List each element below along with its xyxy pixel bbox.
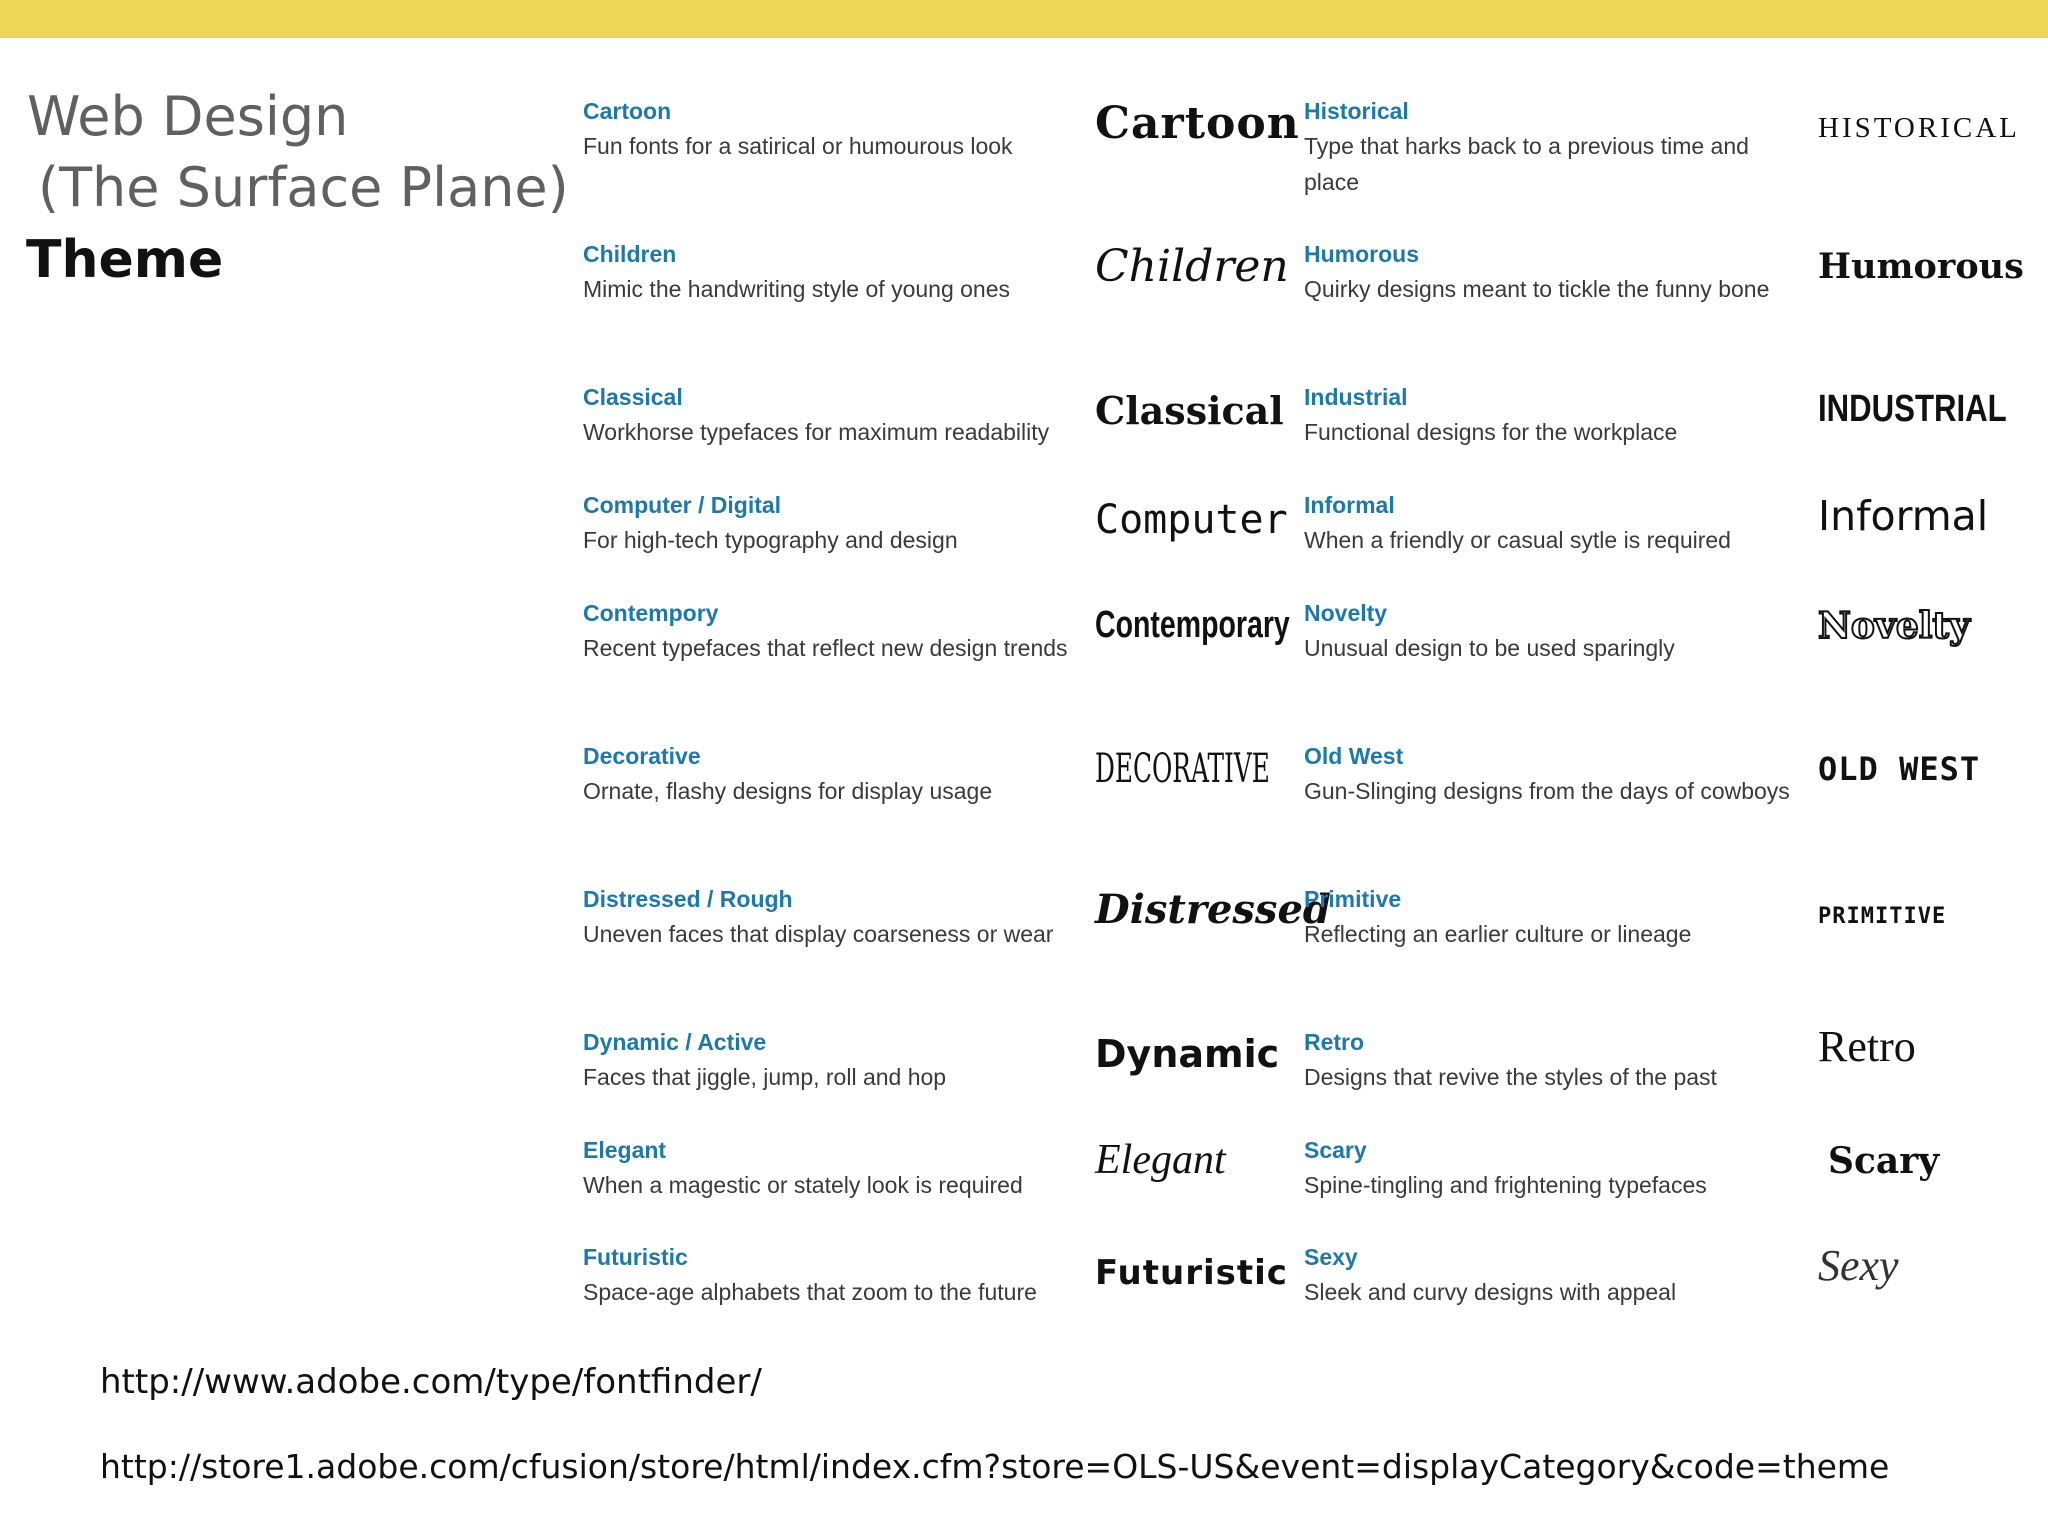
top-accent-bar (0, 0, 2048, 38)
font-sample-informal: Informal (1818, 492, 1989, 540)
font-sample-dynamic: Dynamic (1095, 1032, 1280, 1076)
font-sample-sexy: Sexy (1818, 1241, 1899, 1290)
theme-item-humorous (1304, 237, 1804, 307)
theme-item-contempory (583, 596, 1083, 666)
theme-title: Cartoon (583, 98, 672, 124)
theme-title: Distressed / Rough (583, 886, 793, 912)
theme-title: Informal (1304, 492, 1395, 518)
font-sample-historical: HISTORICAL (1818, 112, 2020, 144)
font-sample-decorative: DECORATIVE (1095, 746, 1270, 792)
theme-title: Sexy (1304, 1244, 1358, 1270)
theme-description: Quirky designs meant to tickle the funny bone (1304, 276, 1770, 302)
theme-item-old-west (1304, 739, 1804, 809)
slide-subtitle: (The Surface Plane) (38, 156, 569, 219)
theme-description: Gun-Slinging designs from the days of cowboys (1304, 778, 1790, 804)
font-sample-cartoon: Cartoon (1095, 98, 1300, 149)
theme-description: Recent typefaces that reflect new design trends (583, 635, 1068, 661)
theme-title: Retro (1304, 1029, 1365, 1055)
theme-description: When a friendly or casual sytle is required (1304, 527, 1731, 553)
theme-title: Contempory (583, 600, 719, 626)
theme-item-industrial (1304, 380, 1804, 450)
theme-item-historical (1304, 94, 1804, 200)
font-sample-industrial: INDUSTRIAL (1818, 388, 2007, 430)
theme-title: Elegant (583, 1137, 667, 1163)
theme-description: Spine-tingling and frightening typefaces (1304, 1172, 1707, 1198)
adobe-store-theme-link[interactable]: http://store1.adobe.com/cfusion/store/html/index.cfm?store=OLS-US&event=displayCategory&code=theme (100, 1447, 1890, 1486)
theme-description: For high-tech typography and design (583, 527, 958, 553)
slide-title: Web Design (27, 85, 349, 148)
theme-description: Sleek and curvy designs with appeal (1304, 1279, 1677, 1305)
theme-item-novelty (1304, 596, 1804, 666)
theme-item-retro (1304, 1025, 1804, 1095)
theme-item-sexy (1304, 1240, 1804, 1310)
theme-description: Reflecting an earlier culture or lineage (1304, 921, 1692, 947)
theme-title: Scary (1304, 1137, 1367, 1163)
theme-description: Workhorse typefaces for maximum readability (583, 419, 1050, 445)
theme-item-classical (583, 380, 1083, 450)
font-sample-computer: Computer (1095, 497, 1288, 543)
font-sample-futuristic: Futuristic (1095, 1253, 1288, 1293)
font-sample-contemporary: Contemporary (1095, 604, 1290, 646)
theme-title: Primitive (1304, 886, 1402, 912)
theme-item-distressed (583, 882, 1083, 952)
theme-title: Dynamic / Active (583, 1029, 767, 1055)
font-sample-classical: Classical (1095, 388, 1284, 433)
theme-title: Humorous (1304, 241, 1419, 267)
theme-item-primitive (1304, 882, 1804, 952)
theme-item-computer (583, 488, 1083, 558)
theme-description: Designs that revive the styles of the past (1304, 1064, 1717, 1090)
font-sample-children: Children (1095, 241, 1289, 292)
fontfinder-link[interactable]: http://www.adobe.com/type/fontfinder/ (100, 1362, 762, 1402)
font-sample-elegant: Elegant (1095, 1137, 1226, 1183)
theme-description: Unusual design to be used sparingly (1304, 635, 1675, 661)
theme-item-elegant (583, 1133, 1083, 1203)
theme-item-children (583, 237, 1083, 307)
theme-item-dynamic (583, 1025, 1083, 1095)
theme-title: Historical (1304, 98, 1409, 124)
font-sample-old-west: OLD WEST (1818, 750, 1981, 788)
font-sample-humorous: Humorous (1818, 246, 2024, 287)
font-sample-retro: Retro (1818, 1022, 1916, 1071)
theme-title: Children (583, 241, 677, 267)
theme-item-decorative (583, 739, 1083, 809)
font-sample-scary: Scary (1828, 1140, 1940, 1182)
theme-description: Functional designs for the workplace (1304, 419, 1678, 445)
theme-item-informal (1304, 488, 1804, 558)
theme-description: When a magestic or stately look is required (583, 1172, 1023, 1198)
theme-title: Novelty (1304, 600, 1388, 626)
theme-title: Decorative (583, 743, 701, 769)
font-sample-primitive: PRIMITIVE (1818, 904, 1947, 929)
theme-description: Fun fonts for a satirical or humourous look (583, 133, 1013, 159)
theme-item-futuristic (583, 1240, 1083, 1310)
theme-title: Computer / Digital (583, 492, 782, 518)
theme-description: Mimic the handwriting style of young ones (583, 276, 1010, 302)
font-sample-distressed: Distressed (1095, 886, 1331, 933)
slide-topic: Theme (26, 230, 224, 290)
font-sample-novelty: Novelty (1818, 605, 1970, 647)
theme-title: Futuristic (583, 1244, 688, 1270)
theme-description: Ornate, flashy designs for display usage (583, 778, 993, 804)
theme-item-cartoon (583, 94, 1083, 164)
theme-description: Type that harks back to a previous time and place (1304, 133, 1749, 195)
theme-description: Uneven faces that display coarseness or wear (583, 921, 1054, 947)
theme-description: Space-age alphabets that zoom to the future (583, 1279, 1037, 1305)
theme-title: Classical (583, 384, 683, 410)
theme-title: Industrial (1304, 384, 1408, 410)
theme-description: Faces that jiggle, jump, roll and hop (583, 1064, 947, 1090)
theme-title: Old West (1304, 743, 1404, 769)
theme-item-scary (1304, 1133, 1804, 1203)
